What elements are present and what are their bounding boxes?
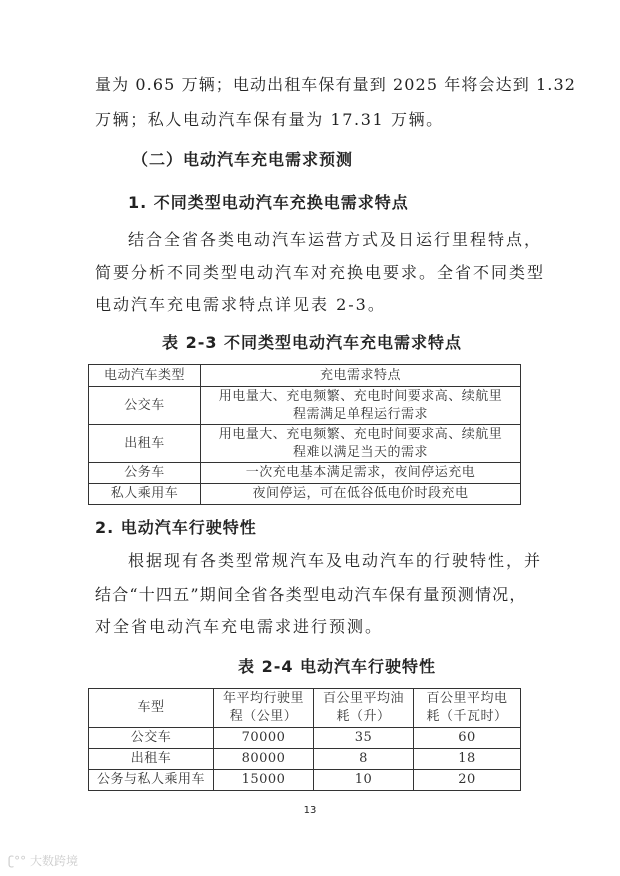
table-row <box>89 387 521 425</box>
charging-demand-table <box>88 364 521 505</box>
table-cell: 15000 <box>214 770 314 791</box>
watermark <box>8 852 78 869</box>
table-caption: 表 2-3 不同类型电动汽车充电需求特点 <box>162 333 463 352</box>
table-cell: 公务车 <box>89 463 201 484</box>
page-number: 13 <box>303 805 317 816</box>
table-cell: 出租车 <box>89 749 214 770</box>
table-cell <box>201 425 521 463</box>
paragraph-line: 结合全省各类电动汽车运营方式及日运行里程特点， <box>128 230 543 249</box>
table-row <box>89 425 521 463</box>
table-header: 充电需求特点 <box>201 365 521 387</box>
subsection-heading: 2. 电动汽车行驶特性 <box>95 518 257 537</box>
header-line: 耗（千瓦时） <box>426 709 508 724</box>
table-cell: 80000 <box>214 749 314 770</box>
table-row <box>89 749 521 770</box>
driving-characteristics-table <box>88 688 521 791</box>
table-cell <box>201 387 521 425</box>
table-cell: 18 <box>414 749 521 770</box>
table-header <box>214 689 314 728</box>
table-cell: 公交车 <box>89 387 201 425</box>
header-line: 程（公里） <box>229 709 298 724</box>
cell-line: 用电量大、充电频繁、充电时间要求高、续航里 <box>218 388 503 404</box>
table-cell: 私人乘用车 <box>89 484 201 505</box>
header-line: 耗（升） <box>336 709 391 724</box>
table-cell: 公务与私人乘用车 <box>89 770 214 791</box>
table-cell: 35 <box>314 728 414 749</box>
page-content <box>95 75 605 817</box>
table-cell: 60 <box>414 728 521 749</box>
table-cell: 10 <box>314 770 414 791</box>
watermark-text: 大数跨境 <box>29 854 78 868</box>
paragraph-line: 量为 0.65 万辆；电动出租车保有量到 2025 年将会达到 1.32 <box>95 75 576 94</box>
table-cell: 70000 <box>214 728 314 749</box>
paragraph-line: 结合“十四五”期间全省各类型电动汽车保有量预测情况， <box>95 585 527 604</box>
paragraph-line: 电动汽车充电需求特点详见表 2-3。 <box>95 295 386 314</box>
table-cell: 夜间停运，可在低谷低电价时段充电 <box>201 484 521 505</box>
table-row <box>89 463 521 484</box>
cell-line: 程难以满足当天的需求 <box>292 444 428 460</box>
table-cell: 20 <box>414 770 521 791</box>
table-header <box>314 689 414 728</box>
table-cell: 公交车 <box>89 728 214 749</box>
subsection-heading: 1. 不同类型电动汽车充换电需求特点 <box>128 193 409 212</box>
paragraph-line: 对全省电动汽车充电需求进行预测。 <box>95 617 384 636</box>
paragraph-line: 万辆；私人电动汽车保有量为 17.31 万辆。 <box>95 110 444 129</box>
header-line: 百公里平均电 <box>426 691 508 706</box>
cell-line: 用电量大、充电频繁、充电时间要求高、续航里 <box>218 426 503 442</box>
header-line: 年平均行驶里 <box>222 691 304 706</box>
table-caption: 表 2-4 电动汽车行驶特性 <box>238 657 437 676</box>
cell-line: 程需满足单程运行需求 <box>292 406 428 422</box>
paragraph-line: 简要分析不同类型电动汽车对充换电要求。全省不同类型 <box>95 263 546 282</box>
table-header <box>414 689 521 728</box>
table-row <box>89 484 521 505</box>
paragraph-line: 根据现有各类型常规汽车及电动汽车的行驶特性，并 <box>128 551 543 570</box>
table-cell: 8 <box>314 749 414 770</box>
table-cell: 一次充电基本满足需求，夜间停运充电 <box>201 463 521 484</box>
section-heading: （二）电动汽车充电需求预测 <box>132 150 354 169</box>
watermark-logo-icon: ʗ°° <box>8 854 30 868</box>
table-row <box>89 728 521 749</box>
header-line: 百公里平均油 <box>322 691 404 706</box>
table-header: 电动汽车类型 <box>89 365 201 387</box>
table-header: 车型 <box>89 689 214 728</box>
table-row <box>89 770 521 791</box>
table-cell: 出租车 <box>89 425 201 463</box>
